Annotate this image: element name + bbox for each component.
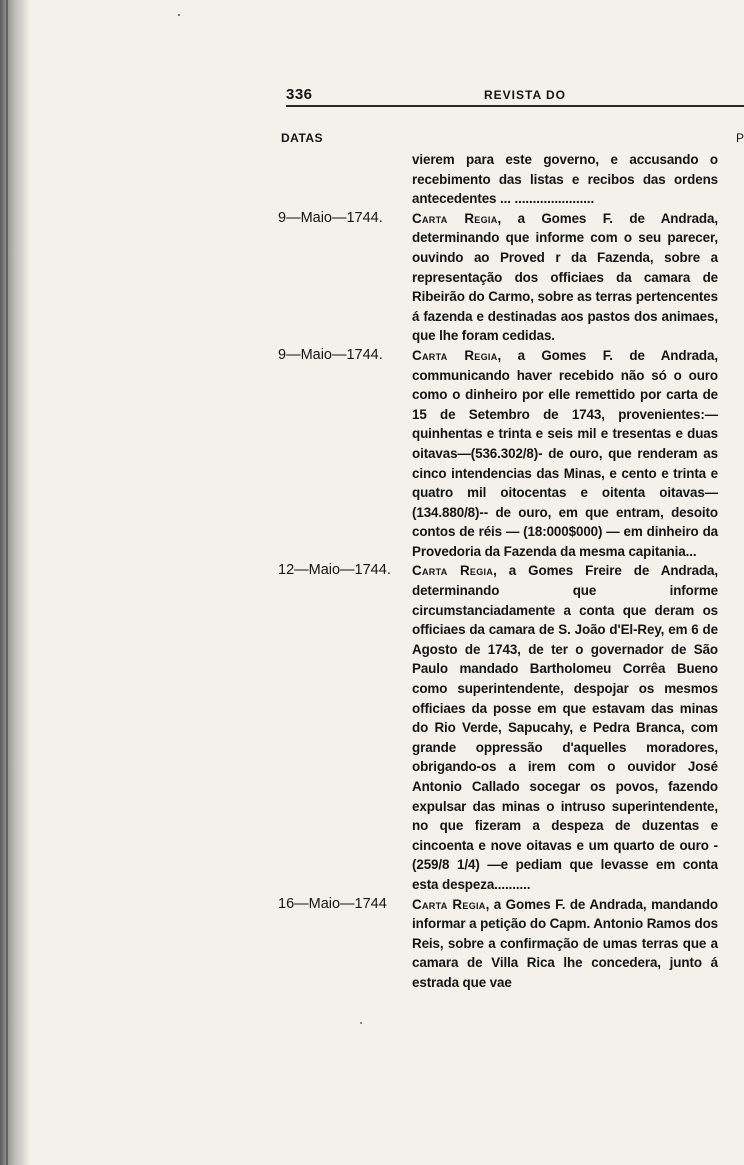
header-rule: [286, 105, 744, 107]
entry-label: Carta Regia: [412, 563, 494, 579]
entry-text: [412, 150, 718, 209]
entry-body: vierem para este governo, e accusando o recebimento das listas e recibos das ordens antecedentes ... ......................: [412, 152, 718, 207]
entries-list: [278, 150, 728, 993]
entry-text: [412, 209, 718, 346]
page-binding-edge: [0, 0, 30, 1165]
column-head-dates: DATAS: [281, 131, 324, 145]
entry: [278, 209, 728, 346]
entry-body: , a Gomes F. de Andrada, determinando que informe com o seu parecer, ouvindo ao Proved r da Fazenda, sobre a representação dos officiaes da camara de Ribeirão do Carmo, sobre as terras pertencentes á fazenda e destinadas aos pastos dos animaes, que lhe foram cedidas.: [412, 210, 718, 344]
entry: [278, 346, 728, 562]
binding-shadow-line: [6, 0, 8, 1165]
entry-label: Carta Regia: [412, 896, 486, 912]
entry-date: 9—Maio—1744.: [278, 209, 383, 226]
entry: [278, 895, 728, 993]
page-number: 336: [286, 86, 313, 103]
entry-date: 9—Maio—1744.: [278, 346, 383, 363]
entry-text: [412, 561, 718, 894]
entry-body: , a Gomes F. de Andrada, mandando informar a petição do Capm. Antonio Ramos dos Reis, sobre a confirmação de umas terras que a camara de Villa Rica lhe concedera, junto á estrada que vae: [412, 896, 718, 990]
entry-date: 12—Maio—1744.: [278, 562, 391, 579]
column-head-right: P: [736, 131, 744, 145]
entry: [278, 150, 728, 209]
entry-text: [412, 895, 718, 993]
entry-date: 16—Maio—1744: [278, 895, 387, 912]
entry-body: , a Gomes Freire de Andrada, determinando que informe circumstanciadamente a conta que deram os officiaes da camara de S. João d'El-Rey, em 6 de Agosto de 1743, de ter o governador de São Paulo mandado Bartholomeu Corrêa Bueno como superintendente, despojar os mesmos officiaes da posse em que estavam das minas do Rio Verde, Sapucahy, e Pedra Branca, com grande oppressão d'aquelles moradores, obrigando-os a irem com o ouvidor José Antonio Callado socegar os povos, fazendo expulsar das minas o intruso superintendente, no que fizeram a despeza de duzentas e cincoenta e nove oitavas e um quarto de ouro - (259/8 1/4) —e pediam que levasse em conta esta despeza..........: [412, 563, 718, 892]
entry-text: [412, 346, 718, 562]
entry-body: , a Gomes F. de Andrada, communicando haver recebido não só o ouro como o dinheiro por elle remettido por carta de 15 de Setembro de 1743, provenientes:—quinhentas e trinta e seis mil e tresentas e duas oitavas—(536.302/8)- de ouro, que renderam as cinco intendencias das Minas, e cento e trinta e quatro mil oitocentas e oitenta oitavas—(134.880/8)-- de ouro, em que entram, desoito contos de réis — (18:000$000) — em dinheiro da Provedoria da Fazenda da mesma capitania...: [412, 347, 718, 559]
running-head: REVISTA DO: [484, 88, 567, 102]
entry-label: Carta Regia: [412, 210, 498, 226]
scan-speck: [360, 1022, 362, 1024]
scan-speck: [178, 14, 180, 16]
entry-label: Carta Regia: [412, 347, 498, 363]
entry: [278, 561, 728, 894]
